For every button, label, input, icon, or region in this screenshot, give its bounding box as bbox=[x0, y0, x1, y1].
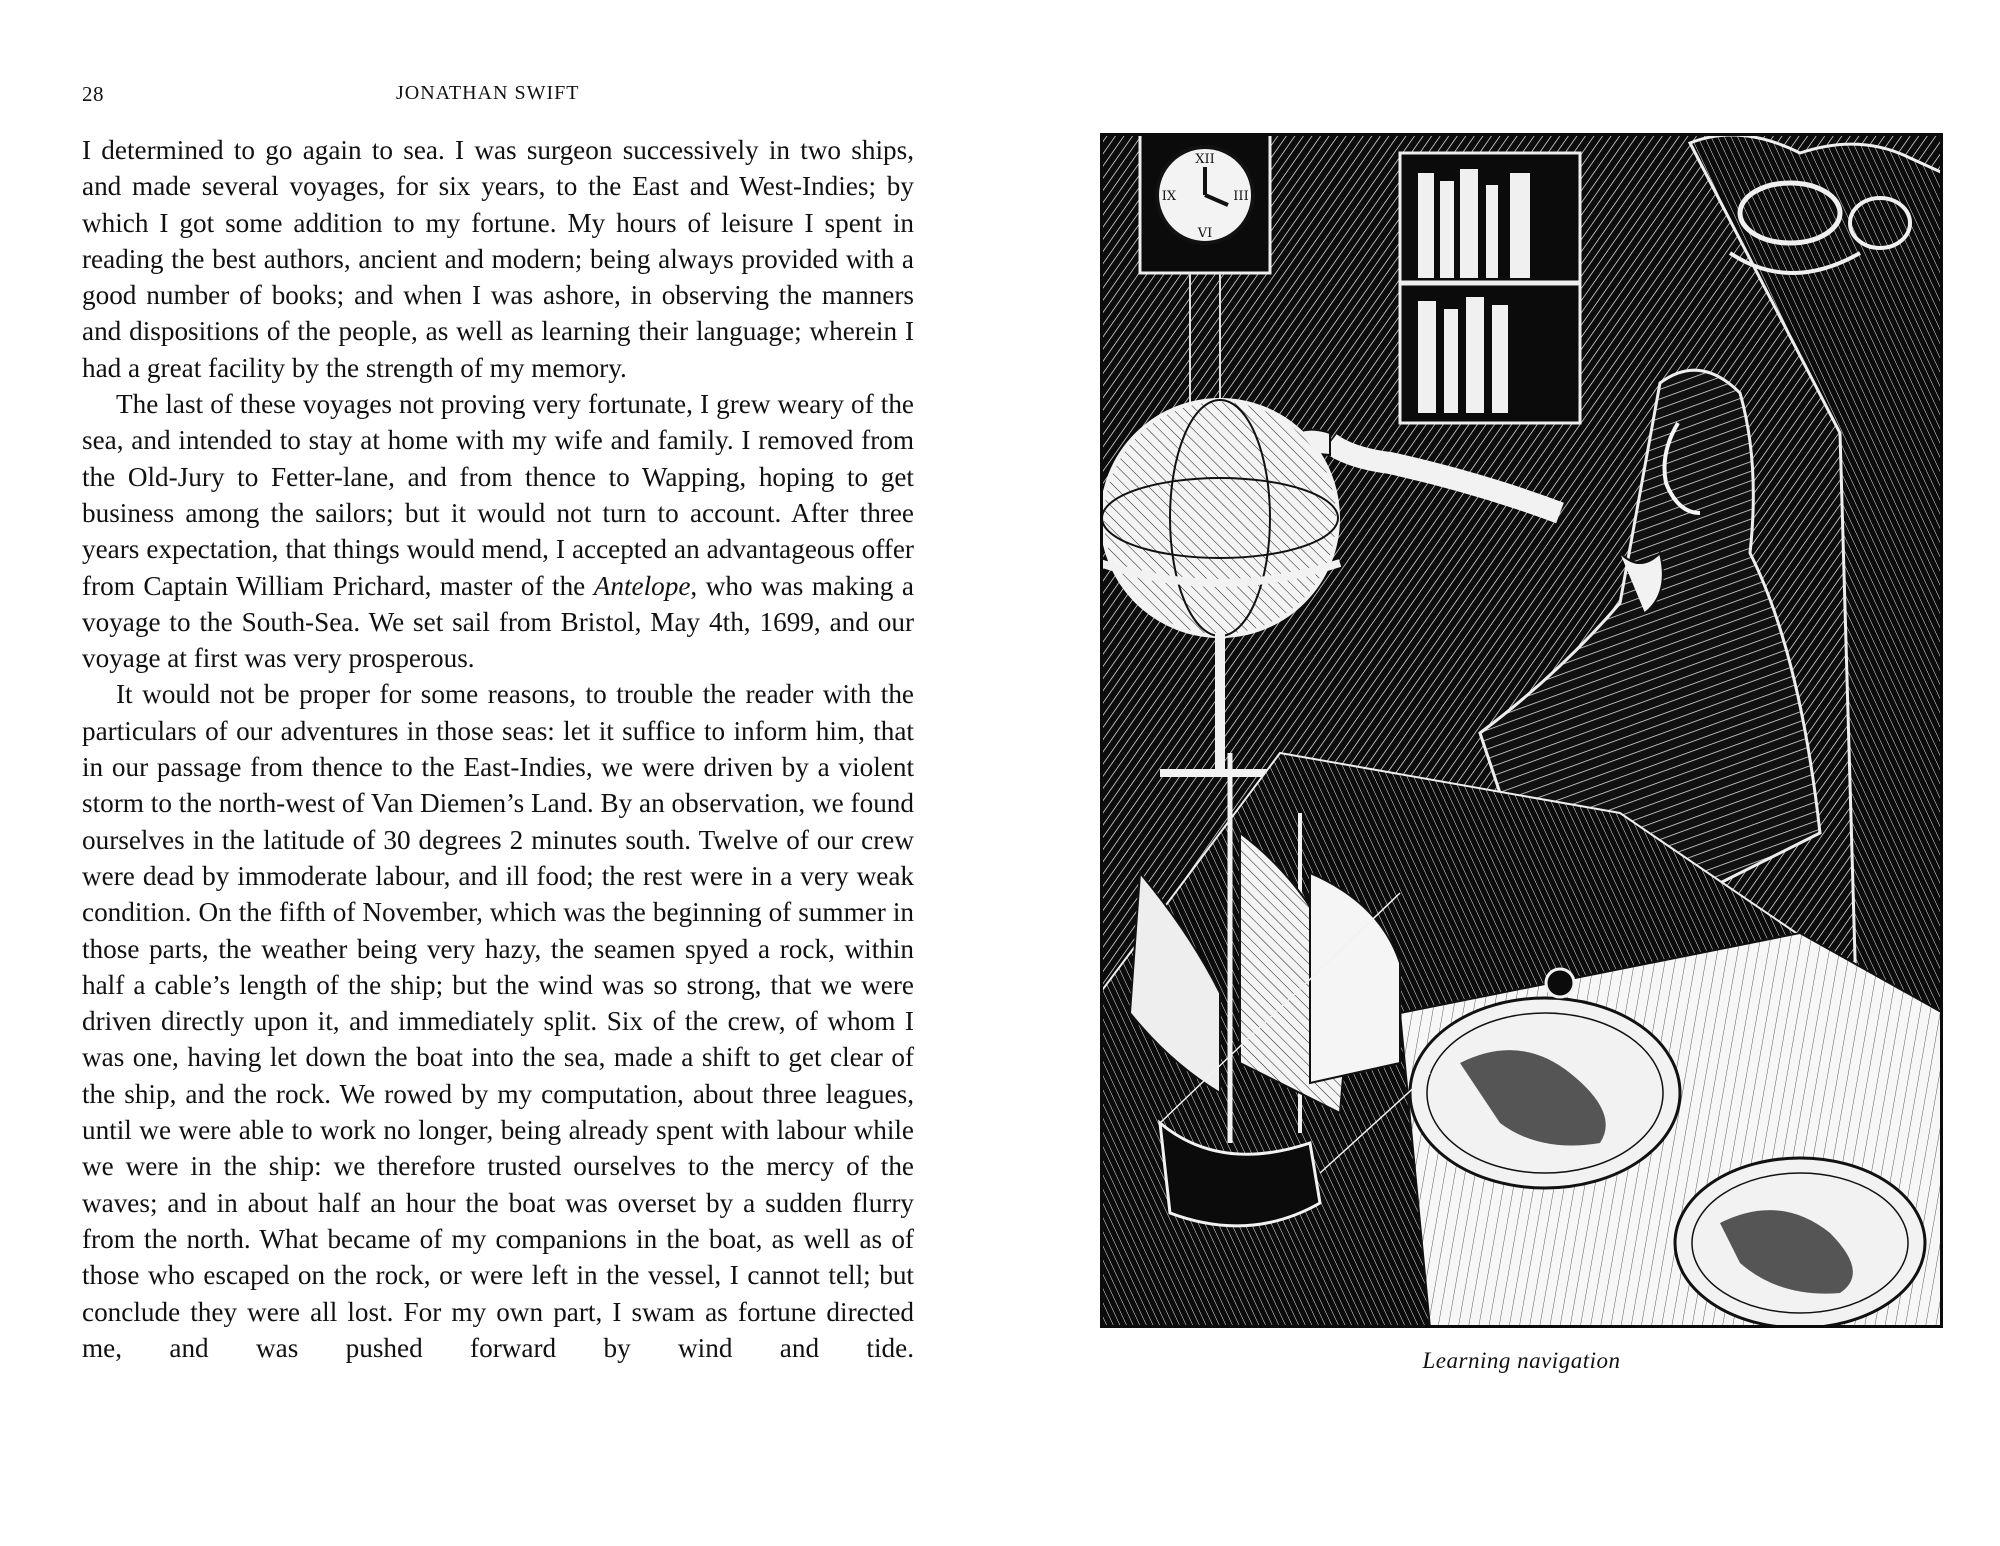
paragraph-2-text-before: The last of these voyages not proving very fortunate, I grew weary of the sea, and intended to stay at home with my wife and family. I removed from the Old-Jury to Fetter-lane, and from thence to Wapping, hoping to get business among the sailors; but it would not turn to account. After three years expectation, that things would mend, I accepted an advantageous offer from Captain William Prichard, master of the bbox=[82, 389, 914, 601]
right-page bbox=[1000, 0, 2000, 1546]
page-number: 28 bbox=[82, 82, 104, 106]
ship-name: Antelope bbox=[593, 570, 691, 601]
illustration-caption: Learning navigation bbox=[1422, 1348, 1621, 1373]
body-text bbox=[82, 132, 914, 1366]
paragraph-2-text-after: , who was making a voyage to the South-Sea. We set sail from Bristol, May 4th, 1699, and our voyage at first was very prosperous. bbox=[82, 570, 914, 674]
clock-numeral-9: IX bbox=[1161, 189, 1177, 204]
paragraph-3: It would not be proper for some reasons, to trouble the reader with the particulars of our adventures in those seas: let it suffice to inform him, that in our passage from thence to the East-Indies, we were driven by a violent storm to the north-west of Van Diemen’s Land. By an observation, we found ourselves in the latitude of 30 degrees 2 minutes south. Twelve of our crew were dead by immoderate labour, and ill food; the rest were in a very weak condition. On the fifth of November, which was the beginning of summer in those parts, the weather being very hazy, the seamen spyed a rock, within half a cable’s length of the ship; but the wind was so strong, that we were driven directly upon it, and immediately split. Six of the crew, of whom I was one, having let down the boat into the sea, made a shift to get clear of the ship, and the rock. We rowed by my computation, about three leagues, until we were able to work no longer, being already spent with labour while we were in the ship: we therefore trusted ourselves to the mercy of the waves; and in about half an hour the boat was overset by a sudden flurry from the north. What became of my companions in the boat, as well as of those who escaped on the rock, or were left in the vessel, I cannot tell; but conclude they were all lost. For my own part, I swam as fortune directed me, and was pushed forward by wind and tide. bbox=[82, 679, 914, 1363]
clock-numeral-3: III bbox=[1233, 189, 1249, 204]
bookshelf bbox=[1400, 153, 1580, 423]
engraving-image bbox=[1100, 133, 1943, 1328]
paragraph-2 bbox=[82, 386, 914, 676]
navigation-illustration bbox=[1100, 133, 1943, 1328]
clock-numeral-12: XII bbox=[1195, 152, 1215, 167]
clock-numeral-6: VI bbox=[1197, 226, 1213, 241]
running-head: JONATHAN SWIFT bbox=[396, 82, 580, 104]
paragraph-1: I determined to go again to sea. I was surgeon successively in two ships, and made several voyages, for six years, to the East and West-Indies; by which I got some addition to my fortune. My hours of leisure I spent in reading the best authors, ancient and modern; being always provided with a good number of books; and when I was ashore, in observing the manners and dispositions of the people, as well as learning their language; wherein I had a great facility by the strength of my memory. bbox=[82, 135, 914, 383]
